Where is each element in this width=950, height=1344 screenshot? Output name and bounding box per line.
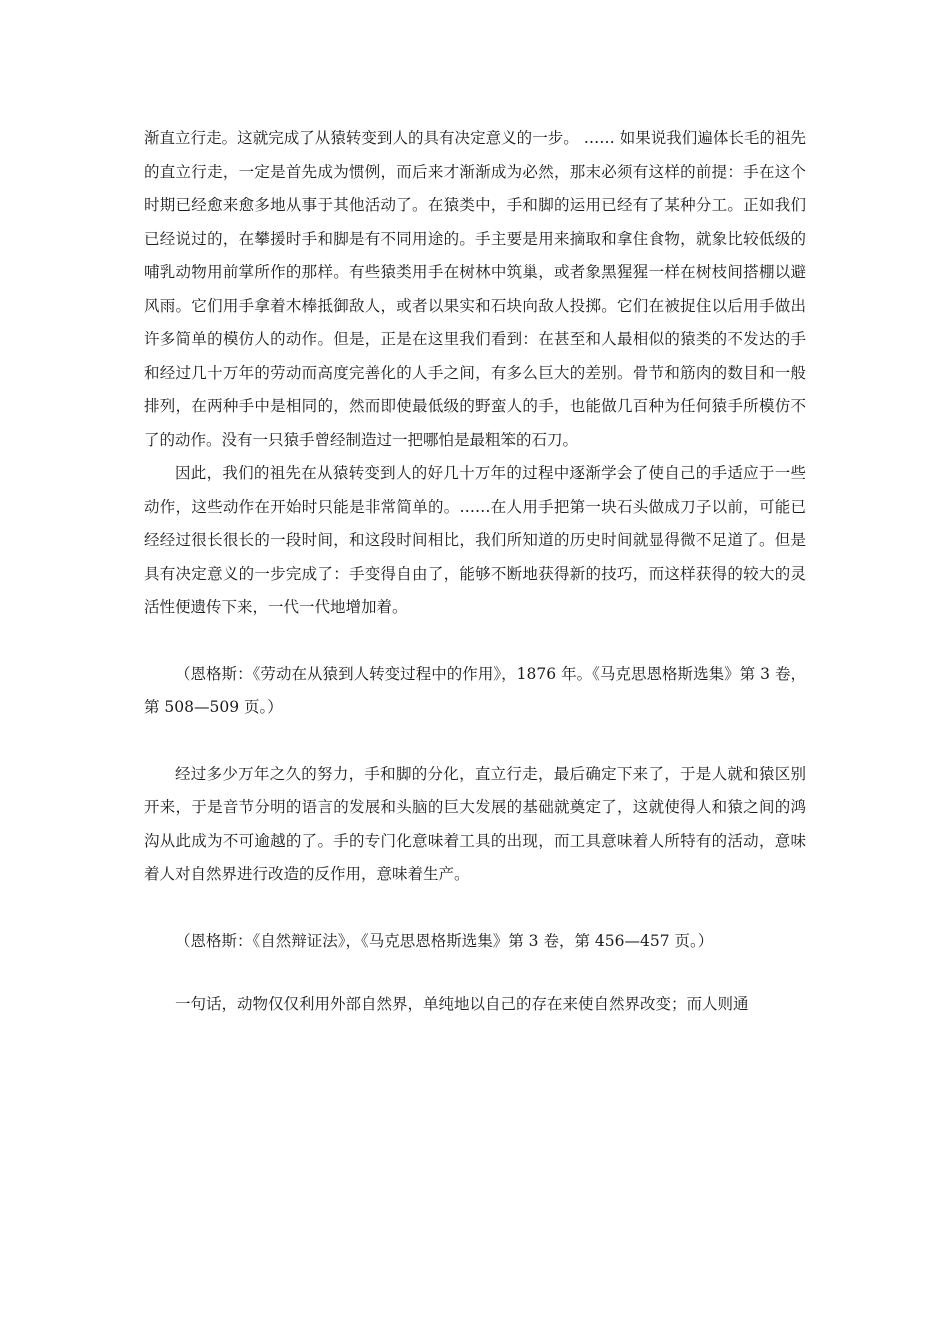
spacer <box>144 958 806 988</box>
paragraph-2: 因此，我们的祖先在从猿转变到人的好几十万年的过程中逐渐学会了使自己的手适应于一些动作，这些动作在开始时只能是非常简单的。……在人用手把第一块石头做成刀子以前，可能已经经过很长很长的一段时间，和这段时间相比，我们所知道的历史时间就显得微不足道了。但是具有决定意义的一步完成了：手变得自由了，能够不断地获得新的技巧，而这样获得的较大的灵活性便遗传下来，一代一代地增加着。 <box>144 464 806 616</box>
paragraph-1: 渐直立行走。这就完成了从猿转变到人的具有决定意义的一步。 …… 如果说我们遍体长毛的祖先的直立行走，一定是首先成为惯例，而后来才渐渐成为必然，那末必须有这样的前提：手在这个时期已经愈来愈多地从事于其他活动了。在猿类中，手和脚的运用已经有了某种分工。正如我们已经说过的，在攀援时手和脚是有不同用途的。手主要是用来摘取和拿住食物，就象比较低级的哺乳动物用前掌所作的那样。有些猿类用手在树林中筑巢，或者象黑猩猩一样在树枝间搭棚以避风雨。它们用手拿着木棒抵御敌人，或者以果实和石块向敌人投掷。它们在被捉住以后用手做出许多简单的模仿人的动作。但是，正是在这里我们看到：在甚至和人最相似的猿类的不发达的手和经过几十万年的劳动而高度完善化的人手之间，有多么巨大的差别。骨节和筋肉的数目和一般排列，在两种手中是相同的，然而即使最低级的野蛮人的手，也能做几百种为任何猿手所模仿不了的动作。没有一只猿手曾经制造过一把哪怕是最粗笨的石刀。 <box>144 129 806 449</box>
spacer <box>144 892 806 925</box>
spacer <box>144 625 806 658</box>
paragraph-4: 一句话，动物仅仅利用外部自然界，单纯地以自己的存在来使自然界改变；而人则通 <box>175 995 749 1013</box>
paragraph-3: 经过多少万年之久的努力，手和脚的分化，直立行走，最后确定下来了，于是人就和猿区别开来，于是音节分明的语言的发展和头脑的巨大发展的基础就奠定了，这就使得人和猿之间的鸿沟从此成为不可逾越的了。手的专门化意味着工具的出现，而工具意味着人所特有的活动，意味着人对自然界进行改造的反作用，意味着生产。 <box>144 764 806 883</box>
spacer <box>144 725 806 758</box>
citation-1: （恩格斯：《劳动在从猿到人转变过程中的作用》，1876 年。《马克思恩格斯选集》第 3 卷，第 508—509 页。） <box>144 664 806 716</box>
document-page <box>144 122 806 1022</box>
citation-2: （恩格斯：《自然辩证法》，《马克思恩格斯选集》第 3 卷，第 456—457 页。） <box>175 931 714 950</box>
